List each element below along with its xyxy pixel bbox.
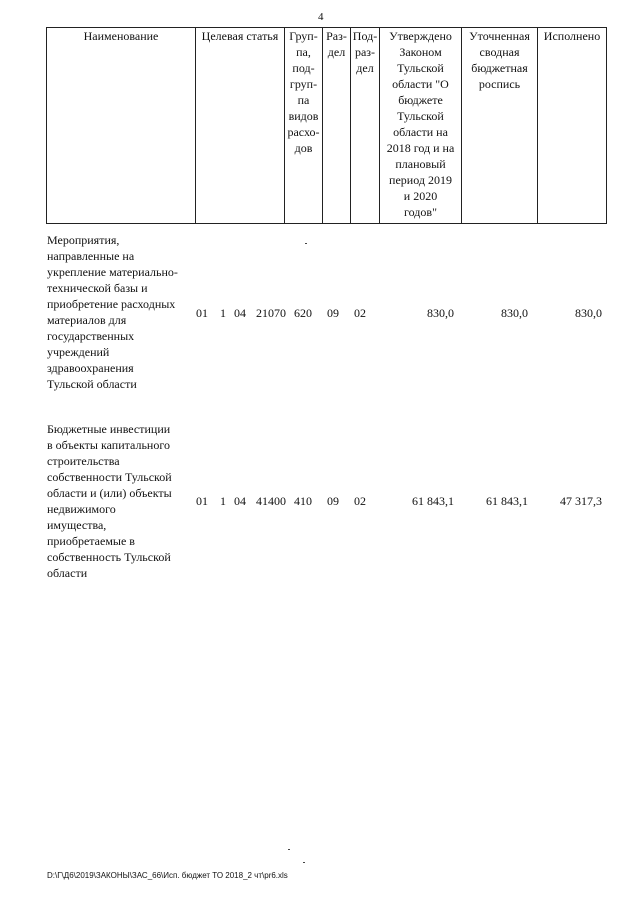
code-subprogram: 1 <box>220 306 226 320</box>
scan-speck <box>288 849 290 850</box>
header-subsection-line: дел <box>356 61 374 75</box>
cell-group: 410 <box>294 494 312 508</box>
code-subprogram: 1 <box>220 494 226 508</box>
table-header <box>46 27 607 224</box>
row-name-line: имущества, <box>47 518 107 532</box>
header-section <box>323 28 351 224</box>
header-group-line: видов <box>288 109 319 123</box>
cell-refined: 830,0 <box>501 306 528 320</box>
header-approved-line: плановый <box>395 157 446 171</box>
row-name-line: собственность Тульской <box>47 550 171 564</box>
header-approved-line: период 2019 <box>389 173 452 187</box>
row-name-line: строительства <box>47 454 120 468</box>
code-event: 04 <box>234 306 246 320</box>
header-refined-line: сводная <box>479 45 520 59</box>
row-name-line: направленные на <box>47 249 135 263</box>
code-program: 01 <box>196 494 208 508</box>
row-name-line: Тульской области <box>47 377 137 391</box>
header-group-line: дов <box>294 141 313 155</box>
cell-section: 09 <box>327 494 339 508</box>
code-direction: 41400 <box>256 494 286 508</box>
cell-section: 09 <box>327 306 339 320</box>
header-subsection-line: раз- <box>354 45 376 59</box>
row-name <box>47 421 195 581</box>
row-name-line: Мероприятия, <box>47 233 120 247</box>
cell-refined: 61 843,1 <box>486 494 528 508</box>
header-executed: Исполнено <box>538 28 607 224</box>
row-name-line: приобретаемые в <box>47 534 135 548</box>
header-group-line: Груп- <box>289 29 318 43</box>
header-approved-line: области на <box>393 125 448 139</box>
header-approved-line: Тульской <box>397 61 444 75</box>
row-name-line: области <box>47 566 88 580</box>
header-group-line: под- <box>292 61 315 75</box>
header-approved-line: области "О <box>392 77 449 91</box>
header-group-line: расхо- <box>287 125 320 139</box>
cell-subsection: 02 <box>354 306 366 320</box>
header-section-line: Раз- <box>326 29 347 43</box>
row-name-line: в объекты капитального <box>47 438 170 452</box>
row-name-line: Бюджетные инвестиции <box>47 422 171 436</box>
header-approved-line: бюджете <box>398 93 443 107</box>
header-subsection-line: Под- <box>352 29 378 43</box>
row-name-line: недвижимого <box>47 502 116 516</box>
header-target-article: Целевая статья <box>196 28 285 224</box>
row-name-line: приобретение расходных <box>47 297 176 311</box>
header-approved-line: годов" <box>404 205 437 219</box>
header-refined-line: Уточненная <box>469 29 530 43</box>
cell-group: 620 <box>294 306 312 320</box>
row-name-line: технической базы и <box>47 281 148 295</box>
cell-approved: 830,0 <box>427 306 454 320</box>
header-group <box>285 28 323 224</box>
header-approved-line: 2018 год и на <box>386 141 455 155</box>
cell-executed: 830,0 <box>575 306 602 320</box>
cell-executed: 47 317,3 <box>560 494 602 508</box>
page-number: 4 <box>318 11 324 23</box>
scan-speck <box>305 243 307 244</box>
row-name-line: государственных <box>47 329 135 343</box>
cell-approved: 61 843,1 <box>412 494 454 508</box>
code-direction: 21070 <box>256 306 286 320</box>
row-name-line: здравоохранения <box>47 361 134 375</box>
row-name-line: области и (или) объекты <box>47 486 172 500</box>
file-path-footer: D:\Г\Д6\2019\ЗАКОНЫ\ЗАС_66\Исп. бюджет ТО 2018_2 чт\pr6.xls <box>47 871 288 880</box>
row-name-line: укрепление материально- <box>47 265 178 279</box>
row-name-line: собственности Тульской <box>47 470 172 484</box>
header-group-line: па, <box>296 45 311 59</box>
header-group-line: груп- <box>289 77 318 91</box>
header-name: Наименование <box>47 28 196 224</box>
cell-subsection: 02 <box>354 494 366 508</box>
header-approved <box>380 28 462 224</box>
header-approved-line: Утверждено <box>389 29 452 43</box>
header-group-line: па <box>297 93 310 107</box>
row-name-line: материалов для <box>47 313 127 327</box>
header-subsection <box>351 28 380 224</box>
header-approved-line: Законом <box>399 45 442 59</box>
code-event: 04 <box>234 494 246 508</box>
header-refined-line: бюджетная <box>471 61 528 75</box>
header-refined-line: роспись <box>478 77 521 91</box>
code-program: 01 <box>196 306 208 320</box>
header-approved-line: и 2020 <box>403 189 438 203</box>
row-name <box>47 232 195 392</box>
header-refined <box>462 28 538 224</box>
scan-speck <box>303 862 305 863</box>
row-name-line: учреждений <box>47 345 110 359</box>
header-approved-line: Тульской <box>397 109 444 123</box>
header-section-line: дел <box>327 45 346 59</box>
